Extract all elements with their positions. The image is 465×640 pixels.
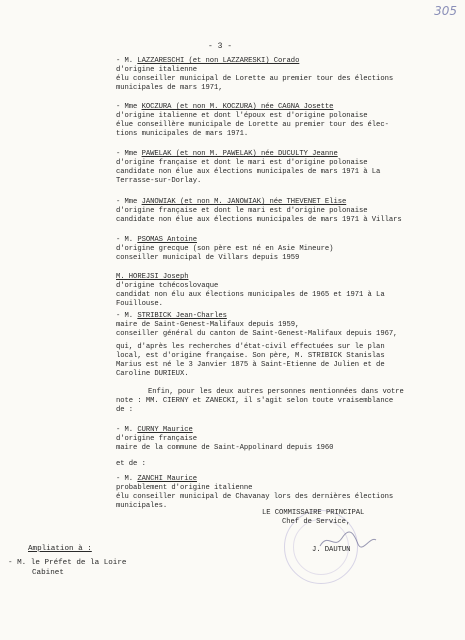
entry-line: Caroline DURIEUX.: [116, 370, 189, 378]
entry-heading: - M. PSOMAS Antoine: [116, 236, 198, 244]
entry-line: d'origine française et dont le mari est d'origine polonaise: [116, 159, 368, 167]
person-name: STRIBICK Jean-Charles: [137, 312, 227, 320]
entry-line: municipales de mars 1971,: [116, 84, 223, 92]
paragraph-line: Enfin, pour les deux autres personnes mentionnées dans votre: [148, 388, 404, 396]
entry-line: local, est d'origine française. Son père, M. STRIBICK Stanislas: [116, 352, 385, 360]
entry-line: élu conseiller municipal de Chavanay lors des dernières élections: [116, 493, 394, 501]
entry-line: maire de Saint-Genest-Malifaux depuis 1959,: [116, 321, 300, 329]
entry-line: élue conseillère municipale de Lorette au premier tour des élec-: [116, 121, 389, 129]
person-name: CURNY Maurice: [137, 426, 193, 434]
entry-line: Fouillouse.: [116, 300, 163, 308]
et-de-text: et de :: [116, 460, 146, 468]
entry-line: Marius est né le 3 Janvier 1875 à Saint-Etienne de Julien et de: [116, 361, 385, 369]
page-number: - 3 -: [208, 42, 233, 51]
entry-line: conseiller municipal de Villars depuis 1959: [116, 254, 300, 262]
entry-line: qui, d'après les recherches d'état-civil effectuées sur le plan: [116, 343, 385, 351]
signatory-title: LE COMMISSAIRE PRINCIPAL: [262, 509, 365, 517]
entry-line: d'origine tchécoslovaque: [116, 282, 219, 290]
handwritten-signature: [318, 530, 378, 552]
person-name: PSOMAS Antoine: [137, 236, 198, 244]
person-name: LAZZARESCHI (et non LAZZARESKI) Corado: [137, 57, 300, 65]
entry-heading: - Mme PAWELAK (et non M. PAWELAK) née DUCULTY Jeanne: [116, 150, 338, 158]
entry-line: candidat non élu aux élections municipales de 1965 et 1971 à La: [116, 291, 385, 299]
entry-heading: - Mme JANOWIAK (et non M. JANOWIAK) née THEVENET Elise: [116, 198, 347, 206]
entry-line: d'origine française: [116, 435, 198, 443]
entry-heading: - M. LAZZARESCHI (et non LAZZARESKI) Corado: [116, 57, 300, 65]
entry-line: candidate non élue aux élections municipales de mars 1971 à Villars: [116, 216, 402, 224]
entry-heading: [116, 273, 188, 282]
signatory-role: Chef de Service,: [282, 518, 351, 526]
signatory-name: J. DAUTUN: [312, 546, 351, 554]
person-name: M. HOREJSI Joseph: [116, 273, 189, 281]
entry-line: d'origine française et dont le mari est d'origine polonaise: [116, 207, 368, 215]
person-name: JANOWIAK (et non M. JANOWIAK) née THEVENET Elise: [141, 198, 347, 206]
recipient-line: Cabinet: [32, 569, 64, 577]
entry-heading: - Mme KOCZURA (et non M. KOCZURA) née CAGNA Josette: [116, 103, 334, 111]
recipient-line: - M. le Préfet de la Loire: [8, 559, 127, 567]
person-name: ZANCHI Maurice: [137, 475, 198, 483]
entry-line: d'origine italienne et dont l'époux est d'origine polonaise: [116, 112, 368, 120]
entry-heading: - M. ZANCHI Maurice: [116, 475, 198, 483]
entry-heading: - M. STRIBICK Jean-Charles: [116, 312, 227, 320]
entry-line: Terrasse-sur-Dorlay.: [116, 177, 202, 185]
entry-line: élu conseiller municipal de Lorette au premier tour des élections: [116, 75, 394, 83]
entry-line: candidate non élue aux élections municipales de mars 1971 à La: [116, 168, 381, 176]
entry-line: probablement d'origine italienne: [116, 484, 253, 492]
entry-line: municipales.: [116, 502, 168, 510]
entry-line: conseiller général du canton de Saint-Genest-Malifaux depuis 1967,: [116, 330, 398, 338]
entry-line: d'origine grecque (son père est né en Asie Mineure): [116, 245, 334, 253]
entry-line: tions municipales de mars 1971.: [116, 130, 249, 138]
ampliation-label: Ampliation à :: [28, 545, 92, 553]
person-name: KOCZURA (et non M. KOCZURA) née CAGNA Josette: [141, 103, 334, 111]
entry-heading: - M. CURNY Maurice: [116, 426, 193, 434]
ampliation-recipients: [8, 558, 126, 578]
entry-line: d'origine italienne: [116, 66, 198, 74]
paragraph-line: note : MM. CIERNY et ZANECKI, il s'agit selon toute vraisemblance: [116, 397, 394, 405]
paragraph-line: de :: [116, 406, 134, 414]
person-name: PAWELAK (et non M. PAWELAK) née DUCULTY Jeanne: [141, 150, 338, 158]
folio-number: 305: [434, 4, 457, 18]
entry-line: maire de la commune de Saint-Appolinard depuis 1960: [116, 444, 334, 452]
